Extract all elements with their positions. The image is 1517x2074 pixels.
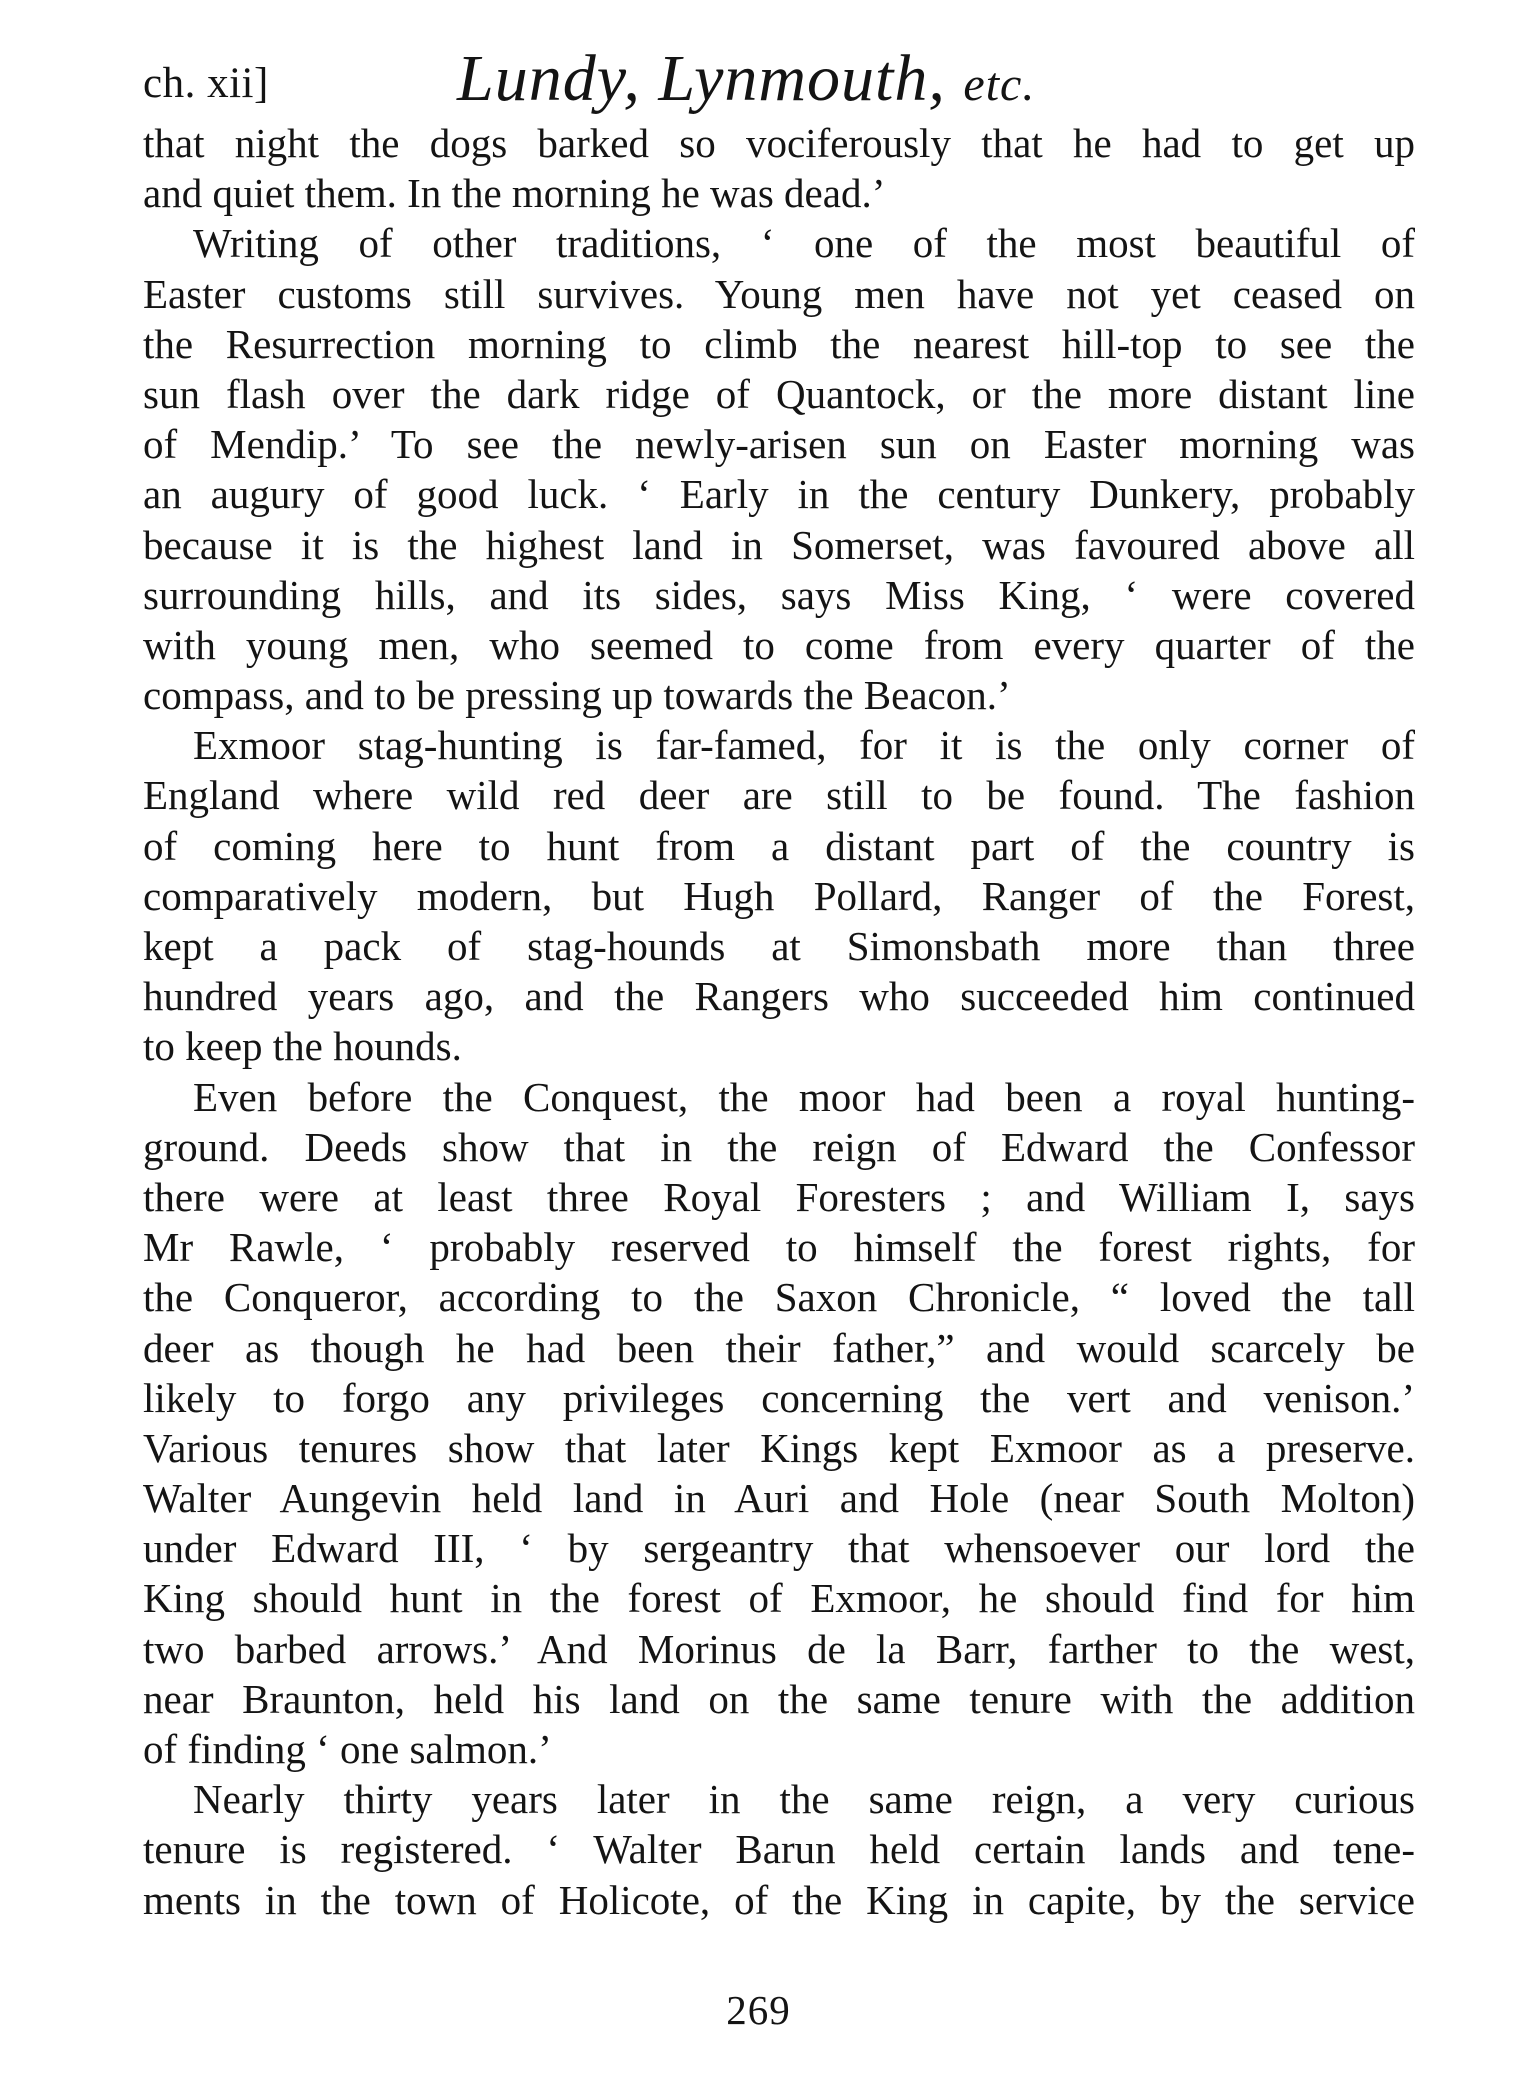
text-line: likely to forgo any privileges concerning the vert and venison.’	[143, 1374, 1415, 1421]
text-line: near Braunton, held his land on the same tenure with the addition	[143, 1675, 1415, 1722]
text-line: tenure is registered. ‘ Walter Barun held certain lands and tene-	[143, 1826, 1415, 1873]
text-line: the Resurrection morning to climb the nearest hill-top to see the	[143, 320, 1415, 367]
running-title-main: Lundy, Lynmouth,	[457, 42, 946, 115]
text-line: Various tenures show that later Kings kept Exmoor as a preserve.	[143, 1424, 1415, 1471]
text-line: of coming here to hunt from a distant part of the country is	[143, 822, 1415, 869]
chapter-label: ch. xii]	[143, 60, 269, 107]
paragraph	[143, 218, 1415, 720]
running-title-etc: etc.	[963, 58, 1036, 111]
text-line: Even before the Conquest, the moor had been a royal hunting-	[193, 1073, 1415, 1120]
paragraph	[143, 1072, 1415, 1775]
text-line: and quiet them. In the morning he was dead.’	[143, 170, 886, 217]
text-line: surrounding hills, and its sides, says Miss King, ‘ were covered	[143, 571, 1415, 618]
text-line: two barbed arrows.’ And Morinus de la Barr, farther to the west,	[143, 1625, 1415, 1672]
page-number: 269	[726, 1987, 791, 2033]
text-line: Easter customs still survives. Young men have not yet ceased on	[143, 270, 1415, 317]
text-line: an augury of good luck. ‘ Early in the century Dunkery, probably	[143, 471, 1415, 518]
text-line: sun flash over the dark ridge of Quantock, or the more distant line	[143, 370, 1415, 417]
text-line: compass, and to be pressing up towards the Beacon.’	[143, 672, 1011, 719]
text-line: ground. Deeds show that in the reign of Edward the Confessor	[143, 1123, 1415, 1170]
text-line: deer as though he had been their father,” and would scarcely be	[143, 1324, 1415, 1371]
text-line: of Mendip.’ To see the newly-arisen sun on Easter morning was	[143, 421, 1415, 468]
text-line: that night the dogs barked so vociferously that he had to get up	[143, 120, 1415, 166]
text-line: there were at least three Royal Foresters ; and William I, says	[143, 1173, 1415, 1220]
text-line: Writing of other traditions, ‘ one of the most beautiful of	[193, 220, 1415, 267]
text-line: because it is the highest land in Somerset, was favoured above all	[143, 521, 1415, 568]
running-title	[457, 42, 1036, 115]
text-line: of finding ‘ one salmon.’	[143, 1726, 552, 1772]
text-line: the Conqueror, according to the Saxon Chronicle, “ loved the tall	[143, 1274, 1415, 1321]
text-line: King should hunt in the forest of Exmoor, he should find for him	[143, 1575, 1415, 1622]
text-line: with young men, who seemed to come from every quarter of the	[143, 621, 1415, 668]
paragraph	[143, 118, 1415, 218]
paragraph	[143, 1774, 1415, 1925]
text-line: comparatively modern, but Hugh Pollard, Ranger of the Forest,	[143, 872, 1415, 919]
text-line: England where wild red deer are still to be found. The fashion	[143, 772, 1415, 819]
text-line: kept a pack of stag-hounds at Simonsbath more than three	[143, 923, 1415, 969]
running-header	[143, 42, 1423, 126]
paragraph	[143, 720, 1415, 1071]
text-line: to keep the hounds.	[143, 1023, 462, 1070]
text-line: hundred years ago, and the Rangers who succeeded him continued	[143, 973, 1415, 1020]
body-text	[143, 118, 1415, 1925]
text-line: Walter Aungevin held land in Auri and Hole (near South Molton)	[143, 1475, 1415, 1522]
text-line: Exmoor stag-hunting is far-famed, for it is the only corner of	[193, 722, 1415, 769]
text-line: Mr Rawle, ‘ probably reserved to himself the forest rights, for	[143, 1224, 1415, 1271]
text-line: under Edward III, ‘ by sergeantry that whensoever our lord the	[143, 1525, 1415, 1572]
text-line: Nearly thirty years later in the same reign, a very curious	[193, 1776, 1415, 1823]
text-line: ments in the town of Holicote, of the King in capite, by the service	[143, 1876, 1415, 1923]
